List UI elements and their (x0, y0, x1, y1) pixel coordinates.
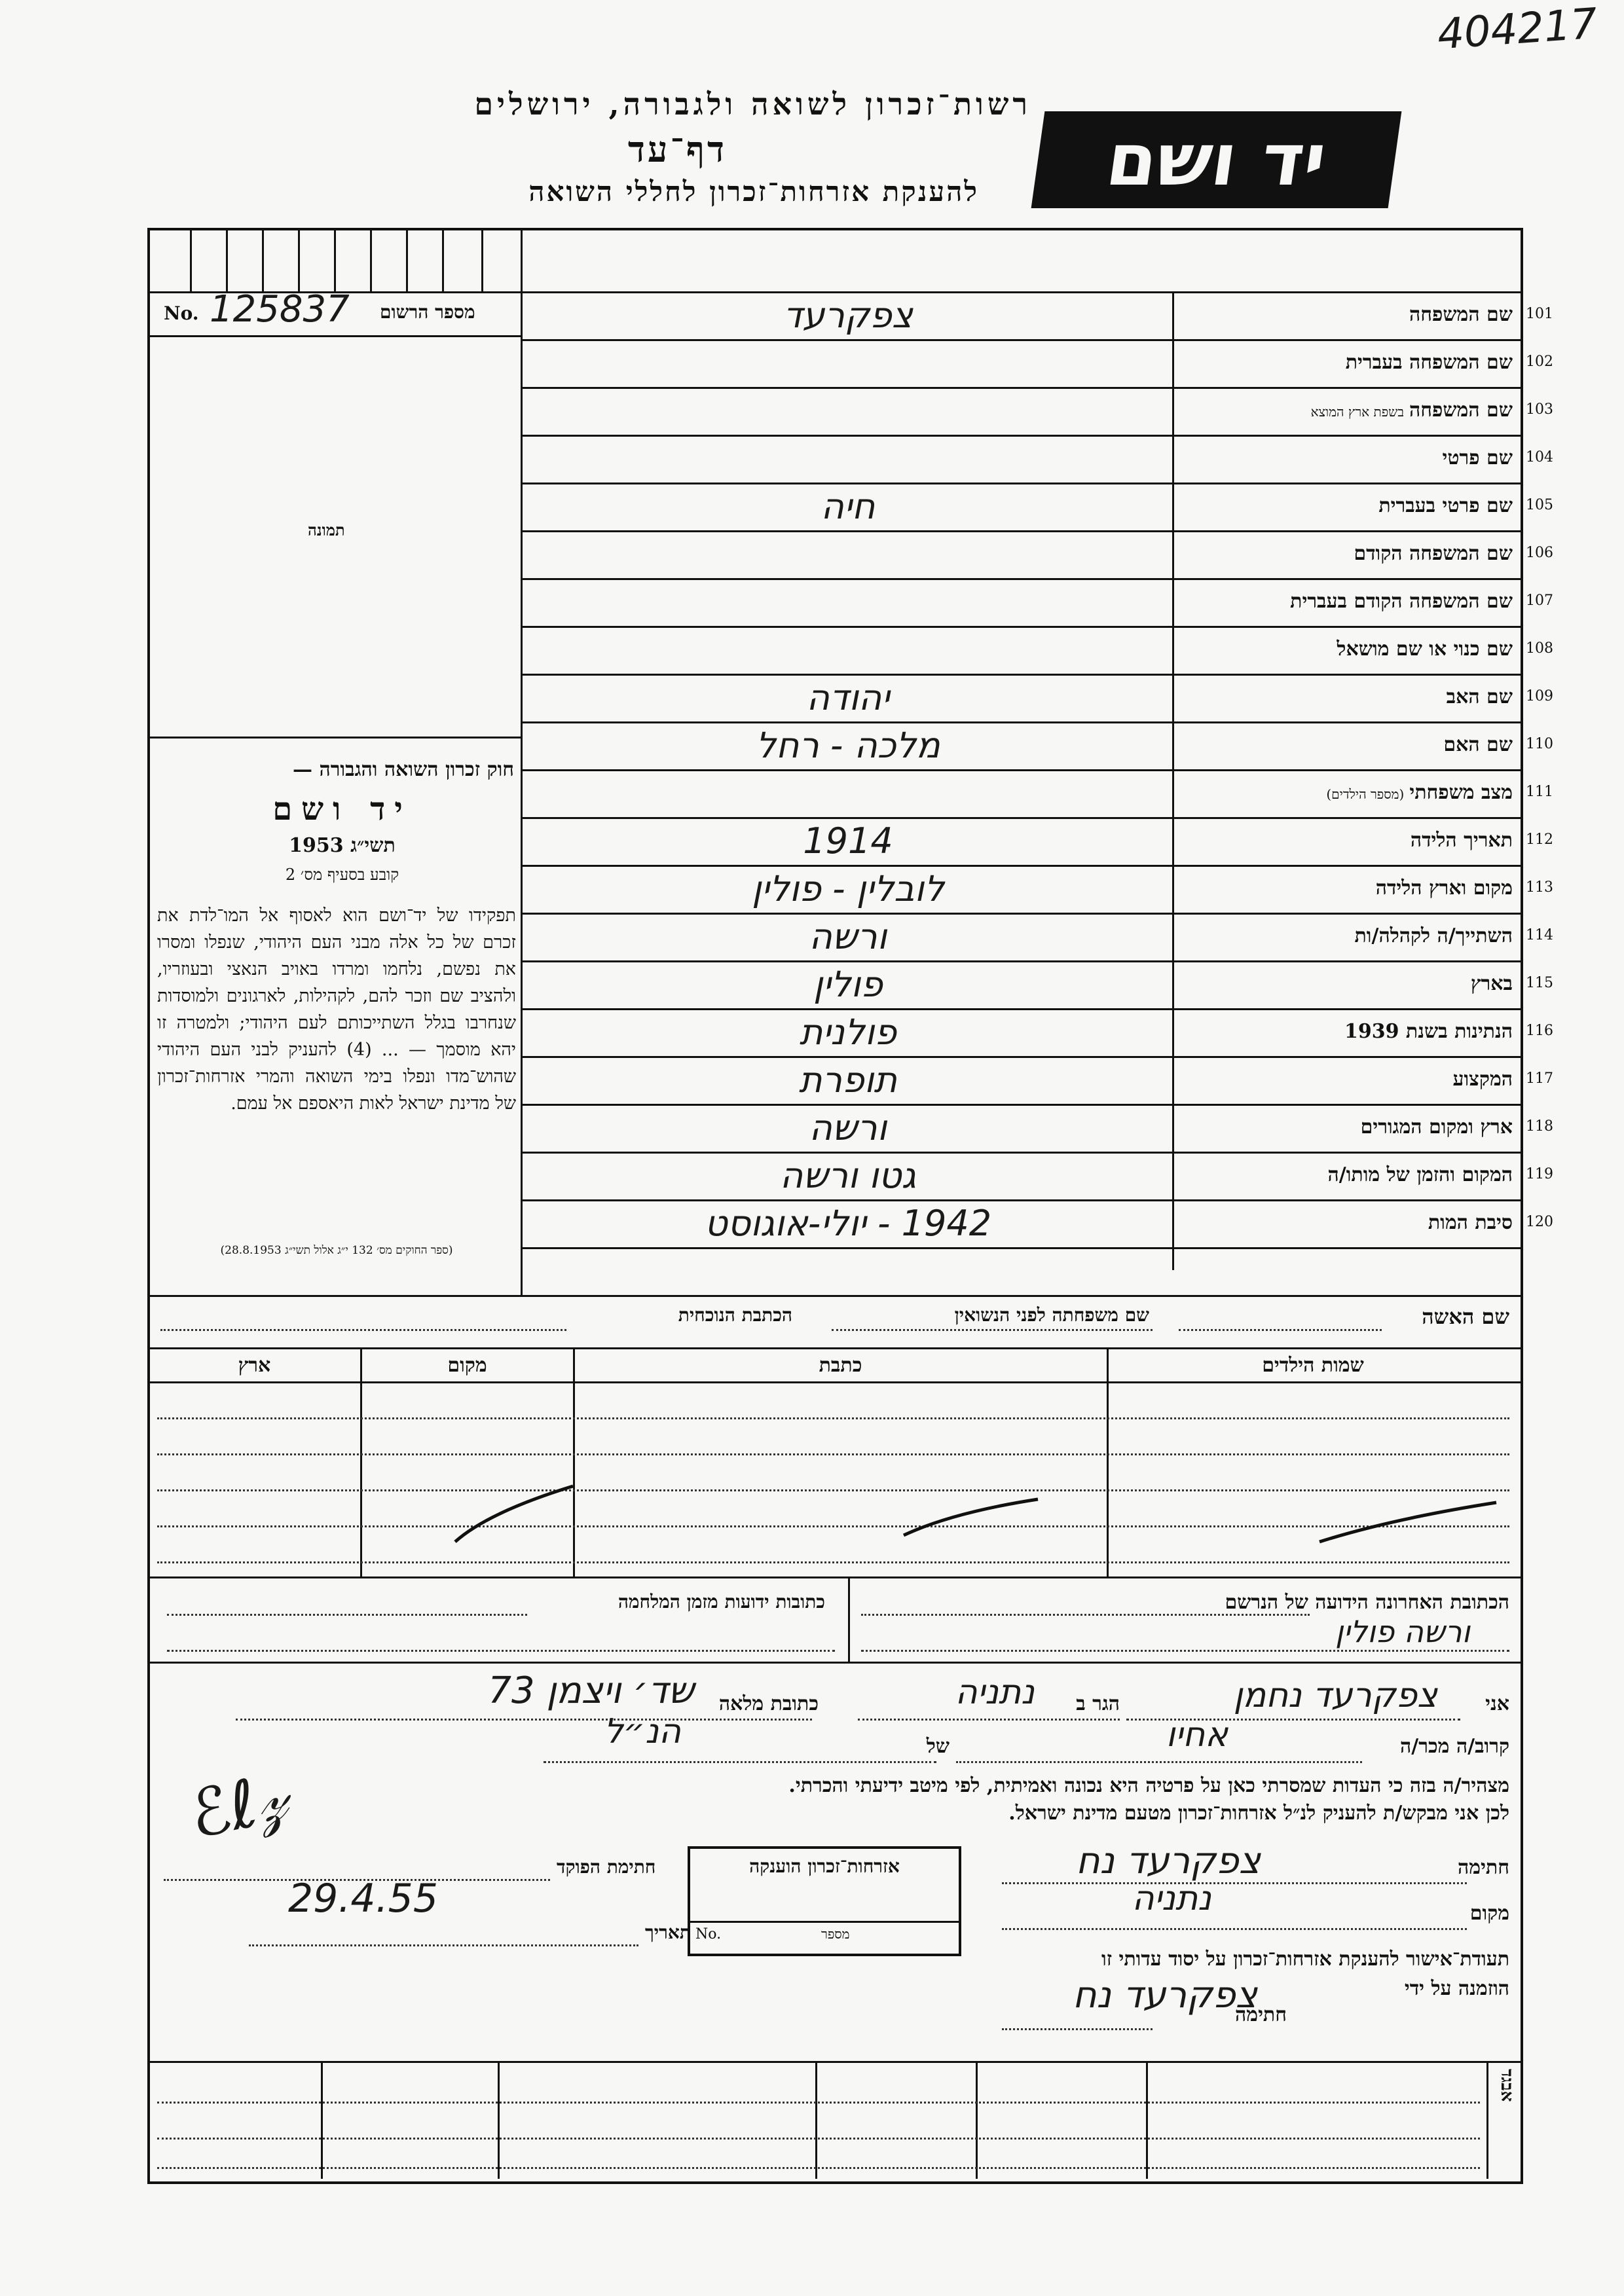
children-col-country: ארץ (238, 1354, 271, 1377)
strike-marks (147, 1381, 1521, 1578)
field-number: 114 (1526, 927, 1553, 943)
field-label-text: שם המשפחה בעברית (1345, 351, 1513, 374)
field-row-divider (522, 913, 1521, 915)
children-col-names: שמות הילדים (1262, 1354, 1364, 1377)
declarant-name: צפקרעד נחמן (1233, 1676, 1437, 1715)
field-row-divider (522, 483, 1521, 484)
field-value[interactable]: 1914 (803, 820, 893, 862)
field-value[interactable]: פולנית (799, 1011, 897, 1053)
field-number: 104 (1526, 449, 1553, 465)
declaration-line-1: מצהיר/ה בזה כי העדות שמסרתי כאן על פרטיה היא נכונה ואמיתית, לפי מיטב ידיעתי והכרתי. (788, 1774, 1509, 1797)
field-label (1355, 924, 1513, 947)
field-label (1376, 877, 1513, 900)
field-label-text: סיבת המות (1428, 1211, 1513, 1234)
form-name: דף־עד (627, 128, 727, 170)
field-label (1337, 638, 1513, 661)
field-label-text: מקום וארץ הלידה (1375, 877, 1513, 900)
field-label-note: בשפת ארץ המוצא (1310, 404, 1404, 420)
field-number: 112 (1526, 831, 1553, 848)
field-number: 120 (1526, 1214, 1553, 1230)
field-row-divider (522, 1104, 1521, 1106)
relative-label: קרוב/ה מכר/ה (1400, 1735, 1509, 1758)
granted-box-no: No. (695, 1926, 722, 1942)
field-value[interactable]: לובלין - פולין (752, 868, 944, 909)
registration-number: 125837 (210, 288, 350, 331)
field-value[interactable]: מלכה - רחל (756, 725, 940, 766)
last-address-field[interactable] (861, 1614, 1310, 1616)
field-label-text: בארץ (1470, 972, 1513, 995)
field-label-note: (מספר הילדים) (1326, 786, 1405, 802)
field-row-divider (522, 435, 1521, 437)
field-label-text: שם המשפחה הקודם בעברית (1290, 590, 1513, 613)
of-label: של (926, 1735, 950, 1758)
official-date-label: תאריך (645, 1922, 691, 1943)
law-clause: קובע בסעיף מס׳ 2 (285, 866, 399, 884)
field-label (1447, 685, 1513, 708)
field-number: 108 (1526, 640, 1553, 657)
law-title: חוק זכרון השואה והגבורה — (293, 758, 514, 781)
field-row-divider (522, 530, 1521, 532)
field-number: 101 (1526, 306, 1553, 322)
field-label-text: שם האם (1443, 733, 1513, 756)
field-row-divider (522, 387, 1521, 389)
field-label-text: הנתינות בשנת 1939 (1344, 1020, 1513, 1043)
form-purpose: להענקת אזרחות־זכרון לחללי השואה (528, 175, 979, 208)
field-label-text: שם פרטי בעברית (1378, 494, 1513, 517)
field-number: 110 (1526, 736, 1553, 752)
field-number: 106 (1526, 545, 1553, 561)
spouse-name-field[interactable] (1179, 1329, 1382, 1331)
authority-title: רשות־זכרון לשואה ולגבורה, ירושלים (474, 86, 1031, 122)
field-label (1411, 829, 1513, 852)
field-label-text: תאריך הלידה (1410, 829, 1513, 852)
law-footnote: (ספר החוקים מס׳ 132 י״ג אלול תשי״ג 28.8.1953) (220, 1244, 453, 1257)
field-label (1378, 494, 1513, 517)
field-label (1443, 733, 1513, 756)
registration-no-label: No. (164, 302, 199, 324)
field-label (1344, 1020, 1513, 1043)
field-value[interactable]: ורשה (809, 916, 887, 957)
field-label-text: המקצוע (1452, 1068, 1513, 1091)
declaration-line-2: לכן אני מבקש/ת להעניק לנ״ל אזרחות־זכרון מטעם מדינת ישראל. (1008, 1802, 1509, 1825)
field-label (1290, 590, 1513, 613)
field-row-divider (522, 817, 1521, 819)
field-row-divider (522, 1199, 1521, 1201)
field-number: 118 (1526, 1118, 1553, 1135)
field-number: 117 (1526, 1070, 1553, 1087)
field-number: 119 (1526, 1166, 1553, 1182)
field-label (1428, 1211, 1513, 1234)
granted-box-number-label: מספר (821, 1926, 850, 1942)
field-row-divider (522, 865, 1521, 867)
photo-label: תמונה (308, 520, 345, 539)
field-value[interactable]: צפקרעד (783, 295, 913, 336)
bottom-code: אבגד (1497, 2069, 1517, 2102)
field-row-divider (522, 1247, 1521, 1249)
field-label (1471, 972, 1513, 995)
official-date: 29.4.55 (288, 1876, 439, 1922)
field-value[interactable]: ורשה (809, 1107, 887, 1148)
field-label-text: השתייך/ה לקהלה/ות (1354, 924, 1513, 947)
declarant-signature-label: חתימה (1458, 1856, 1509, 1879)
granted-box (688, 1846, 961, 1956)
field-number: 102 (1526, 354, 1553, 370)
field-value[interactable]: תופרת (799, 1059, 897, 1101)
invited-label: הוזמנה על ידי (1404, 1977, 1509, 2000)
field-label (1328, 1163, 1513, 1186)
field-number: 111 (1526, 784, 1553, 800)
field-label (1326, 781, 1513, 804)
field-row-divider (522, 578, 1521, 580)
field-value[interactable]: יהודה (806, 677, 890, 718)
resident-value: נתניה (955, 1673, 1035, 1712)
field-label-text: שם כנוי או שם מושאל (1337, 638, 1513, 661)
field-number: 107 (1526, 592, 1553, 609)
logo (1031, 111, 1402, 208)
confirm-label: תעודת־אישור להענקת אזרחות־זכרון על יסוד עדותי זו (1101, 1948, 1509, 1971)
field-label (1443, 446, 1513, 469)
children-col-place: מקום (447, 1354, 487, 1377)
field-label-text: שם המשפחה הקודם (1354, 542, 1513, 565)
field-row-divider (522, 339, 1521, 341)
field-number: 113 (1526, 879, 1553, 896)
field-value[interactable]: גטו ורשה (780, 1155, 916, 1196)
confirm-signature: צפקרעד נח (1073, 1974, 1257, 2016)
official-signature-label: חתימת הפוקד (557, 1856, 656, 1878)
registration-label: מספר הרשום (380, 301, 475, 323)
field-row-divider (522, 1008, 1521, 1010)
full-address-label: כתובת מלאה (718, 1692, 819, 1715)
field-row-divider (522, 626, 1521, 628)
confirm-signature-label: חתימה (1235, 2003, 1287, 2026)
wartime-address-label: כתובות ידועות מזמן המלחמה (618, 1591, 825, 1613)
spouse-name-label: שם האשה (1422, 1304, 1509, 1329)
granted-box-title: אזרחות־זכרון הוענקה (749, 1855, 900, 1877)
field-value[interactable]: פולין (813, 964, 883, 1005)
field-number: 103 (1526, 401, 1553, 418)
field-number: 115 (1526, 975, 1553, 991)
field-number: 105 (1526, 497, 1553, 513)
field-label-text: שם פרטי (1442, 446, 1513, 469)
resident-label: הגר ב (1076, 1692, 1120, 1715)
field-label (1409, 303, 1513, 326)
law-name: יד ושם (272, 791, 412, 828)
official-signature: ℰℓ𝓏 (183, 1758, 294, 1854)
field-label-text: מצב משפחתי (1409, 781, 1513, 804)
declarant-i-label: אני (1485, 1692, 1509, 1715)
field-number: 116 (1526, 1023, 1553, 1039)
place-label: מקום (1469, 1902, 1509, 1925)
field-label (1361, 1116, 1513, 1139)
field-row-divider (522, 769, 1521, 771)
logo-text: יד ושם (1101, 118, 1332, 202)
spouse-maiden-label: שם משפחתה לפני הנשואין (954, 1304, 1149, 1326)
field-value[interactable]: 1942 - יולי-אוגוסט (704, 1203, 992, 1244)
field-number: 109 (1526, 688, 1553, 704)
field-label (1453, 1068, 1513, 1091)
field-label-text: שם האב (1446, 685, 1513, 708)
field-label-text: שם המשפחה (1409, 399, 1513, 422)
field-row-divider (522, 721, 1521, 723)
wartime-address-field[interactable] (167, 1614, 527, 1616)
law-year: תשי״ג 1953 (289, 834, 396, 857)
archive-number: 404217 (1435, 0, 1599, 60)
of-value: הנ״ל (604, 1712, 681, 1751)
field-label (1311, 399, 1513, 422)
field-row-divider (522, 1056, 1521, 1058)
field-value[interactable]: חיה (821, 486, 876, 527)
last-address-value: ורשה פולין (1335, 1614, 1470, 1649)
law-text: תפקידו של יד־ושם הוא לאסוף אל המו־לדת את זכרם של כל אלה מבני העם היהודי, שנפלו ומסרו את נפשם, נלחמו ומרדו באויב הנאצי ובעוזריו, ולהציב שם וזכר להם, לקהילות, לארגונים ולמוסדות שנחרבו בגלל השתייכותם לעם היהודי; ולמטרה זו יהא מוסמך — ... (4) להעניק לבני העם היהודי שהוש־מדו ונפלו בימי השואה והמרי אזרחות־זכרון של מדינת ישראל לאות היאספם אל עמם. (157, 905, 517, 1114)
full-address-value: שד׳ ויצמן 73 (488, 1669, 694, 1712)
children-col-address: כתבת (819, 1354, 862, 1377)
spouse-maiden-field[interactable] (832, 1329, 1153, 1331)
field-label (1354, 542, 1513, 565)
field-label-text: ארץ ומקום המגורים (1360, 1116, 1513, 1139)
field-row-divider (522, 674, 1521, 676)
field-label-text: המקום והזמן של מותו/ה (1327, 1163, 1513, 1186)
spouse-address-label: הכתבת הנוכחית (678, 1304, 792, 1326)
declarant-signature: צפקרעד נח (1076, 1840, 1261, 1882)
relative-value: אחיו (1166, 1715, 1228, 1755)
field-row-divider (522, 960, 1521, 962)
field-row-divider (522, 1152, 1521, 1154)
field-label (1346, 351, 1513, 374)
field-label-text: שם המשפחה (1409, 303, 1513, 326)
spouse-address-field[interactable] (160, 1329, 566, 1331)
place-value: נתניה (1132, 1879, 1211, 1918)
last-address-label: הכתובת האחרונה הידועה של הנרשם (1225, 1591, 1509, 1614)
